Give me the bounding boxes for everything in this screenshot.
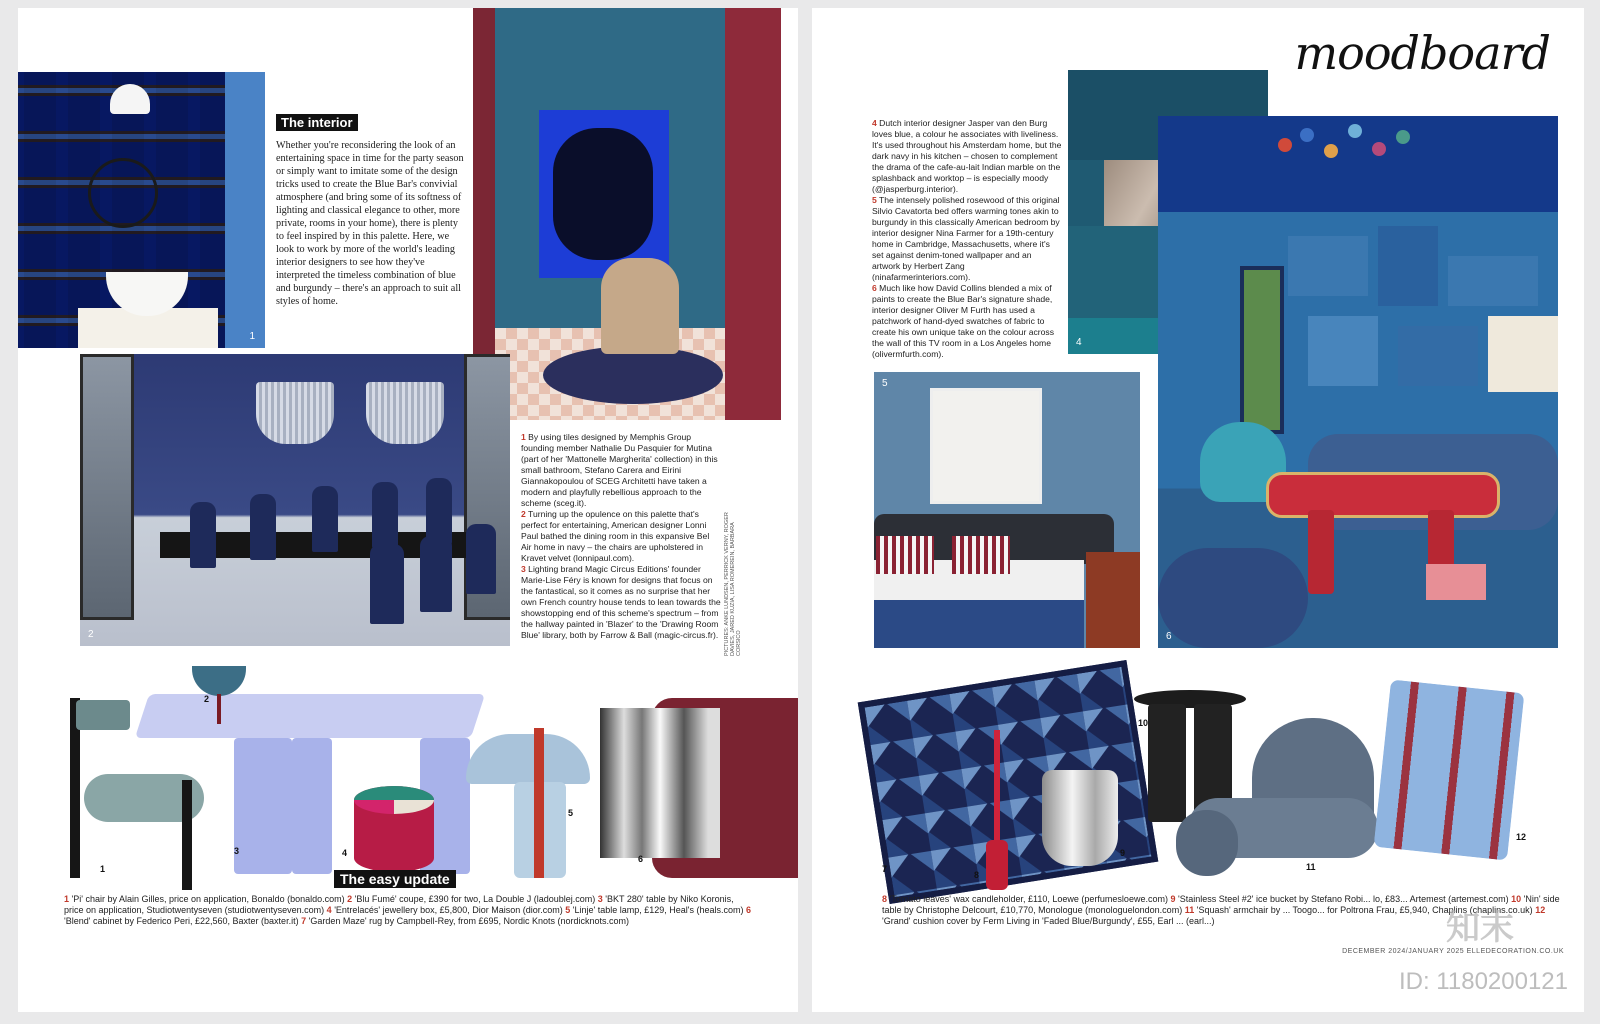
product-number: 6 — [638, 854, 644, 864]
page-title: moodboard — [1294, 26, 1550, 80]
coupe-glass — [192, 666, 246, 726]
left-page — [18, 8, 798, 1012]
caption-6: 6 Much like how David Collins blended a mix of paints to create the Blue Bar's signature shade, interior designer Oliver M Furth has used a patchwork of hand-dyed swatches of fabric to create his own unique take on the colour across the wall of this TV room in a Los Angeles home (olivermfurth.com). — [872, 283, 1055, 359]
cushion-cover — [1374, 679, 1525, 860]
pendant-lamp — [110, 84, 150, 114]
bedroom-photo — [874, 372, 1140, 648]
intro-body: Whether you're reconsidering the look of an entertaining space in time for the party season or simply want to imitate some of the design tricks used to create the Blue Bar's convivial atmosphere (and bring some of its softness of lighting and classical elegance to other, more private, rooms in your home), there is plenty to feel inspired by in this palette. Here, we look to work by more of the world's leading interior designers to see how they've interpreted the timeless combination of blue and burgundy – there's an approach to suit all styles of home. — [276, 140, 464, 307]
abstract-artwork — [539, 110, 669, 278]
product-strip-left — [18, 658, 798, 893]
round-mirror — [88, 158, 158, 228]
tv-room-photo — [1158, 116, 1558, 648]
round-rug — [543, 346, 723, 404]
intro-heading: The interior — [276, 114, 358, 131]
product-number: 12 — [1516, 832, 1527, 842]
product-number: 11 — [1306, 862, 1316, 872]
photo-number: 1 — [249, 331, 255, 342]
product-number: 5 — [568, 808, 574, 818]
hallway-photo — [473, 8, 781, 420]
coffee-table — [1266, 472, 1500, 518]
watermark-id: ID: 1180200121 — [1398, 968, 1568, 995]
armchair — [601, 258, 679, 354]
chandelier — [1278, 124, 1418, 164]
window — [1240, 266, 1284, 434]
squash-armchair — [1176, 718, 1386, 886]
product-credits-left: 1 'Pi' chair by Alain Gilles, price on application, Bonaldo (bonaldo.com) 2 'Blu Fumé' coupe, £390 for two, La Double J (ladoublej.com) 3 'BKT 280' table by Niko Koronis, price on application, Studiotwentyseven (studiotwentyseven.com) 4 'Entrelacés' jewellery box, £5,800, Dior Maison (dior.com) 5 'Linje' table lamp, £129, Heal's (heals.com) 6 'Blend' cabinet by Federico Peri, £22,560, Baxter (baxter.it) 7 'Garden Maze' rug by Campbell-Rey, from £695, Nordic Knots (nordicknots.com) — [64, 894, 752, 926]
photo-number: 5 — [882, 378, 888, 389]
product-number: 3 — [234, 846, 240, 856]
captions-left — [521, 432, 721, 641]
product-credits-right: 8 'Tomato leaves' wax candleholder, £110, Loewe (perfumesloewe.com) 9 'Stainless Steel #2' ice bucket by Stefano Robi... lo, £83... Artemest (artemest.com) 10 'Nin' side table by Christophe Delcourt, £10,770, Monologue (monologuelondon.com) 11 'Squash' armchair by ... Toogo... for Poltrona Frau, £5,940, Chaplins (chaplins.co.uk) 12 'Grand' cushion cover by Ferm Living in 'Faded Blue/Burgundy', £55, Earl ... (earl...) — [882, 894, 1560, 926]
blend-cabinet — [600, 698, 798, 878]
product-number: 1 — [100, 864, 106, 874]
caption-3: 3 Lighting brand Magic Circus Editions' founder Marie-Lise Féry is known for designs that focus on the fantastical, so it comes as no surprise that her own French country house tends to lean towards the showstopping end of this scheme's spectrum – from the hallway painted in 'Blazer' to the 'Drawing Room Blue' library, both by Farrow & Ball (magic-circus.fr). — [521, 564, 721, 640]
caption-4: 4 Dutch interior designer Jasper van den Burg loves blue, a colour he associates with liveliness. It's used throughout his Amsterdam home, but the dark navy in his kitchen – chosen to complement the drama of the cafe-au-lait Indian marble on the splashback and worktop – is especially moody (@jasperburg.interior). — [872, 118, 1062, 194]
artwork — [930, 388, 1042, 504]
product-number: 2 — [204, 694, 210, 704]
chandelier — [366, 382, 444, 444]
product-number: 4 — [342, 848, 348, 858]
product-number: 7 — [882, 864, 888, 874]
product-strip-right — [812, 660, 1584, 894]
chandelier — [256, 382, 334, 444]
product-number: 10 — [1138, 718, 1149, 728]
bathroom-photo — [18, 72, 265, 348]
artwork — [1488, 316, 1558, 392]
photo-number: 2 — [88, 629, 94, 640]
caption-1: 1 By using tiles designed by Memphis Group founding member Nathalie Du Pasquier for Mutina (part of her 'Mattonelle Margherita' collection) in this small bathroom, Stefano Carera and Eirini Giannakopoulou of SCEG Architetti have taken a modern and playfully rebellious approach to the scheme (sceg.it). — [521, 432, 718, 508]
intro-block — [276, 112, 466, 308]
captions-right — [872, 118, 1062, 360]
ice-bucket — [1042, 770, 1118, 866]
photo-number: 6 — [1166, 631, 1172, 642]
product-number: 8 — [974, 870, 980, 880]
jewellery-box — [354, 786, 434, 872]
page-footer: DECEMBER 2024/JANUARY 2025 ELLEDECORATION.CO.UK — [1342, 948, 1564, 955]
candleholder — [986, 730, 1008, 890]
photo-number: 4 — [1076, 337, 1082, 348]
caption-2: 2 Turning up the opulence on this palette that's perfect for entertaining, American designer Lonni Paul bathed the dining room in this expansive Bel Air home in navy – the chairs are upholstered in Kravet velvet (lonnipaul.com). — [521, 509, 710, 563]
easy-update-heading: The easy update — [334, 870, 456, 888]
dining-room-photo — [80, 354, 510, 646]
photo-credit: PICTURES: ANKE LUNDSEN, PERRICK VERNY, ROGER DAVIES, JARED KUZIA, LISA ROMEREIN, BARBARA CORSICO — [724, 512, 742, 656]
product-number: 9 — [1120, 848, 1126, 858]
right-page — [812, 8, 1584, 1012]
caption-5: 5 The intensely polished rosewood of this original Silvio Cavatorta bed offers warming tones akin to burgundy in this classically American bedroom by interior designer Nina Farmer for a 19th-century home in Cambridge, Massachusetts, where it's set against denim-toned wallpaper and an artwork by Herbert Zang (ninafarmerinteriors.com). — [872, 195, 1060, 282]
watermark-logo: 知末 — [1446, 908, 1514, 948]
